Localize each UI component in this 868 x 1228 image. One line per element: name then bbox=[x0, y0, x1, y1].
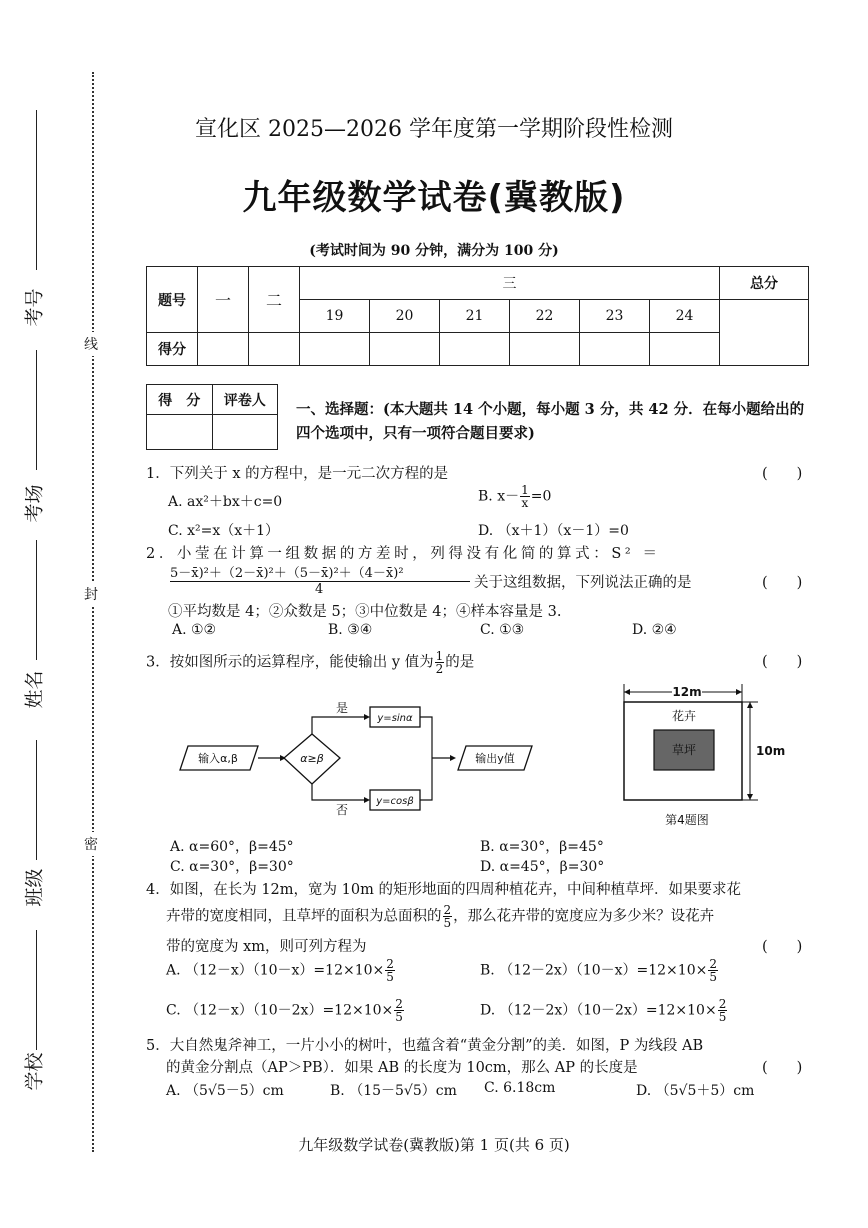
q2-answer-paren[interactable]: ( ) bbox=[762, 575, 803, 591]
q2-option-b: B. ③④ bbox=[328, 622, 373, 638]
q2-denominator: 4 bbox=[315, 582, 324, 597]
q5-option-b: B. （15－5√5）cm bbox=[330, 1083, 457, 1099]
q5-option-d: D. （5√5＋5）cm bbox=[636, 1083, 755, 1099]
flow-yes-path bbox=[312, 717, 366, 734]
q5-line1: 5．大自然鬼斧神工，一片小小的树叶，也蕴含着“黄金分割”的美．如图，P 为线段 AB bbox=[146, 1038, 704, 1054]
q2-tail: 关于这组数据，下列说法正确的是 bbox=[474, 575, 692, 591]
q4-option-d bbox=[480, 998, 728, 1023]
q5-answer-paren[interactable]: ( ) bbox=[762, 1060, 803, 1076]
grader-score-cell[interactable] bbox=[147, 415, 213, 450]
subcol-19: 19 bbox=[300, 300, 370, 333]
q3-stem-pre: 3．按如图所示的运算程序，能使输出 y 值为 bbox=[146, 654, 434, 671]
q4-frac-num: 2 bbox=[443, 903, 452, 917]
q4-c-num: 2 bbox=[395, 997, 403, 1011]
q2-option-c: C. ①③ bbox=[480, 622, 525, 638]
fig4-width-arrowhead-left bbox=[624, 689, 630, 695]
q4-option-b-frac bbox=[708, 958, 718, 983]
subcol-22: 22 bbox=[510, 300, 580, 333]
seal-char-close: 密 bbox=[84, 832, 98, 856]
q1-option-c: C. x²=x（x＋1） bbox=[168, 523, 280, 539]
exam-info: (考试时间为 90 分钟，满分为 100 分) bbox=[309, 243, 559, 259]
q3-frac-num: 1 bbox=[435, 649, 444, 663]
q1-option-b-post: =0 bbox=[530, 488, 552, 505]
seal-char-line: 线 bbox=[84, 332, 98, 356]
row-label-question: 题号 bbox=[147, 267, 198, 333]
paper-title: 九年级数学试卷(冀教版) bbox=[242, 178, 626, 218]
q1-b-den: x bbox=[521, 496, 529, 510]
q1-b-num: 1 bbox=[521, 483, 529, 497]
q1-option-b-frac bbox=[520, 484, 530, 509]
flow-no-label: 否 bbox=[336, 803, 349, 817]
subcol-21: 21 bbox=[440, 300, 510, 333]
q4-answer-paren[interactable]: ( ) bbox=[762, 939, 803, 955]
fig4-height-arrowhead-bottom bbox=[747, 794, 753, 800]
q4-option-b bbox=[480, 958, 719, 983]
fig4-diagram bbox=[612, 682, 786, 832]
q4-option-a bbox=[166, 958, 396, 983]
col-part3: 三 bbox=[300, 267, 720, 300]
q4-line2-post: ，那么花卉带的宽度应为多少米？设花卉 bbox=[453, 908, 715, 925]
q1-answer-paren[interactable]: ( ) bbox=[762, 466, 803, 482]
q3-frac bbox=[435, 650, 445, 675]
row-label-score: 得分 bbox=[147, 333, 198, 366]
fig4-width-label: 12m bbox=[672, 685, 702, 699]
seal-dotted-line bbox=[92, 72, 94, 1152]
q4-option-a-text: A. （12－x）（10－x）=12×10× bbox=[166, 962, 385, 979]
q4-option-a-frac bbox=[385, 958, 395, 983]
flow-arrowhead-out bbox=[450, 755, 456, 761]
q4-line2-frac bbox=[443, 904, 453, 929]
q3-option-d: D. α=45°，β=30° bbox=[480, 859, 605, 875]
q3-frac-den: 2 bbox=[435, 662, 444, 676]
q2-numerator: 5－x̄)²＋（2－x̄)²＋（5－x̄)²＋（4－x̄)² bbox=[170, 562, 470, 582]
q4-b-num: 2 bbox=[709, 957, 717, 971]
page-footer: 九年级数学试卷(冀教版)第 1 页(共 6 页) bbox=[298, 1136, 570, 1154]
grader-score-label: 得 分 bbox=[147, 385, 213, 415]
q4-option-d-text: D. （12－2x）（10－2x）=12×10× bbox=[480, 1002, 717, 1019]
grader-name-cell[interactable] bbox=[212, 415, 278, 450]
q3-option-b: B. α=30°，β=45° bbox=[480, 839, 604, 855]
q4-line2-pre: 卉带的宽度相同，且草坪的面积为总面积的 bbox=[166, 908, 442, 925]
q4-option-c-frac bbox=[394, 998, 404, 1023]
fig4-width-arrowhead-right bbox=[736, 689, 742, 695]
score-cell-20[interactable] bbox=[370, 333, 440, 366]
q4-d-num: 2 bbox=[718, 997, 727, 1011]
q1-option-a: A. ax²＋bx＋c=0 bbox=[168, 494, 283, 510]
flow-no-arrowhead bbox=[364, 797, 370, 803]
section1-heading: 一、选择题：(本大题共 14 个小题，每小题 3 分，共 42 分．在每小题给出的四个选项中，只有一项符合题目要求) bbox=[296, 401, 805, 442]
score-cell-2[interactable] bbox=[249, 333, 300, 366]
q1-option-d: D. （x＋1）（x－1）=0 bbox=[478, 523, 629, 539]
q3-stem bbox=[146, 650, 474, 675]
score-cell-23[interactable] bbox=[580, 333, 650, 366]
flow-cos-text: y=cosβ bbox=[376, 796, 414, 807]
score-cell-19[interactable] bbox=[300, 333, 370, 366]
q3-option-c: C. α=30°，β=30° bbox=[170, 859, 294, 875]
fig4-height-label: 10m bbox=[756, 744, 786, 758]
q4-option-c bbox=[166, 998, 405, 1023]
q5-line2: 的黄金分割点（AP＞PB）．如果 AB 的长度为 10cm，那么 AP 的长度是 bbox=[166, 1060, 638, 1076]
q2-option-a: A. ①② bbox=[172, 622, 217, 638]
q4-frac-den: 5 bbox=[443, 916, 452, 930]
fig4-flower-label: 花卉 bbox=[671, 709, 697, 723]
q4-line3: 带的宽度为 xm，则可列方程为 bbox=[166, 939, 367, 955]
score-cell-24[interactable] bbox=[650, 333, 720, 366]
room-line bbox=[36, 350, 37, 470]
subcol-24: 24 bbox=[650, 300, 720, 333]
exam-no-label: 考号 bbox=[23, 288, 46, 327]
fig4-height-arrowhead-top bbox=[747, 702, 753, 708]
q4-a-num: 2 bbox=[386, 957, 394, 971]
q3-option-a: A. α=60°，β=45° bbox=[170, 839, 294, 855]
score-cell-22[interactable] bbox=[510, 333, 580, 366]
col-part1: 一 bbox=[198, 267, 249, 333]
col-part2: 二 bbox=[249, 267, 300, 333]
q4-option-b-text: B. （12－2x）（10－x）=12×10× bbox=[480, 962, 708, 979]
q1-option-b-pre: B. x－ bbox=[478, 488, 520, 505]
grader-table bbox=[146, 384, 278, 450]
flow-yes-label: 是 bbox=[336, 701, 349, 715]
seal-char-seal: 封 bbox=[84, 582, 98, 606]
subcol-20: 20 bbox=[370, 300, 440, 333]
class-label: 班级 bbox=[23, 868, 46, 907]
q4-line1: 4．如图，在长为 12m，宽为 10m 的矩形地面的四周种植花卉，中间种植草坪．如果要求花 bbox=[146, 882, 741, 898]
flow-no-path bbox=[312, 784, 366, 800]
flow-input-text: 输入α,β bbox=[198, 752, 238, 765]
q2-option-d: D. ②④ bbox=[632, 622, 677, 638]
score-table bbox=[146, 266, 809, 366]
name-label: 姓名 bbox=[23, 670, 46, 709]
flow-merge-path bbox=[420, 717, 432, 800]
q5-option-c: C. 6.18cm bbox=[484, 1080, 556, 1096]
subcol-23: 23 bbox=[580, 300, 650, 333]
school-line bbox=[36, 930, 37, 1050]
q4-a-den: 5 bbox=[386, 970, 394, 984]
q2-statements: ①平均数是 4；②众数是 5；③中位数是 4；④样本容量是 3. bbox=[168, 604, 562, 620]
q1-stem: 1．下列关于 x 的方程中，是一元二次方程的是 bbox=[146, 466, 449, 482]
q4-b-den: 5 bbox=[709, 970, 717, 984]
q3-stem-post: 的是 bbox=[445, 654, 475, 671]
score-cell-21[interactable] bbox=[440, 333, 510, 366]
grader-name-label: 评卷人 bbox=[212, 385, 278, 415]
flow-condition-text: α≥β bbox=[300, 752, 324, 765]
q2-stem: 2．小莹在计算一组数据的方差时，列得没有化简的算式：S² ＝ bbox=[146, 546, 661, 562]
room-label: 考场 bbox=[23, 484, 46, 523]
q4-option-c-text: C. （12－x）（10－2x）=12×10× bbox=[166, 1002, 394, 1019]
class-line bbox=[36, 740, 37, 860]
q4-c-den: 5 bbox=[395, 1010, 403, 1024]
score-cell-1[interactable] bbox=[198, 333, 249, 366]
exam-title: 宣化区 2025—2026 学年度第一学期阶段性检测 bbox=[195, 117, 673, 142]
q5-option-a: A. （5√5－5）cm bbox=[166, 1083, 284, 1099]
fig4-lawn-label: 草坪 bbox=[671, 743, 697, 757]
q4-line2 bbox=[166, 904, 714, 929]
total-score-cell[interactable] bbox=[720, 300, 809, 366]
q4-d-den: 5 bbox=[718, 1010, 727, 1024]
flow-sin-text: y=sinα bbox=[377, 713, 413, 724]
flow-output-text: 输出y值 bbox=[475, 752, 515, 765]
q1-option-b bbox=[478, 484, 551, 509]
q4-option-d-frac bbox=[718, 998, 728, 1023]
school-label: 学校 bbox=[23, 1052, 46, 1091]
col-total: 总分 bbox=[720, 267, 809, 300]
flow-yes-arrowhead bbox=[364, 714, 370, 720]
q3-answer-paren[interactable]: ( ) bbox=[762, 654, 803, 670]
fig4-caption: 第4题图 bbox=[665, 813, 709, 827]
q3-flowchart bbox=[170, 690, 550, 830]
name-line bbox=[36, 540, 37, 660]
